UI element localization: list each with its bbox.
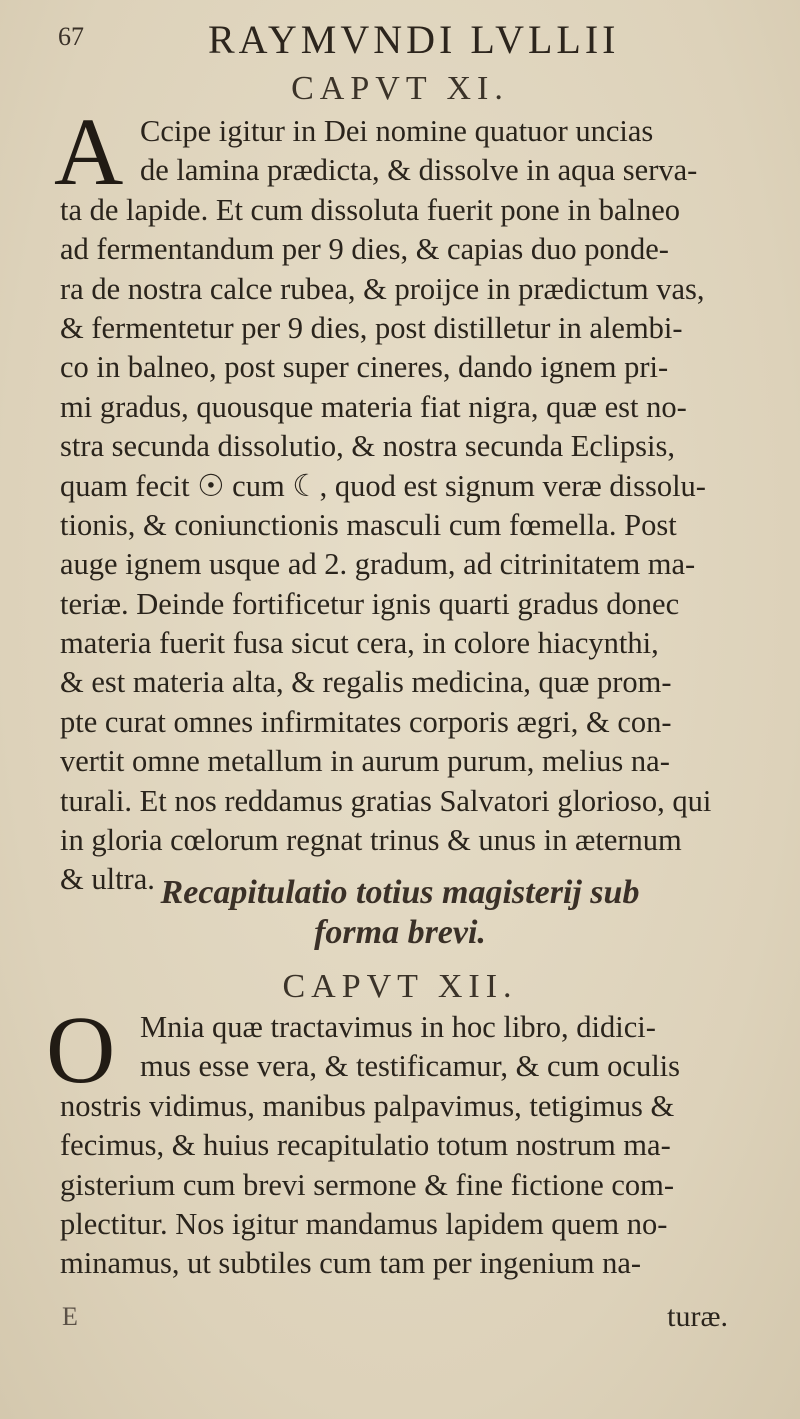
drop-cap-a: A (54, 98, 124, 205)
text-line: stra secunda dissolutio, & nostra secunda Eclipsis, (60, 429, 675, 464)
text-line: gisterium cum brevi sermone & fine fictione com- (60, 1167, 675, 1202)
text-line: ad fermentandum per 9 dies, & capias duo ponde- (60, 232, 669, 267)
text-line: ra de nostra calce rubea, & proijce in prædictum vas, (60, 271, 705, 306)
text-line: pte curat omnes infirmitates corporis ægri, & con- (60, 704, 672, 739)
text-line: Mnia quæ tractavimus in hoc libro, didici- (140, 1010, 656, 1044)
signature-mark: E (62, 1302, 84, 1331)
recap-heading-line1: Recapitulatio totius magisterij sub (160, 874, 640, 911)
text-line: de lamina prædicta, & dissolve in aqua serva- (140, 153, 698, 188)
page-number: 67 (58, 22, 84, 51)
text-line: nostris vidimus, manibus palpavimus, tetigimus & (60, 1088, 675, 1123)
drop-cap-o: O (46, 996, 116, 1103)
text-line: ta de lapide. Et cum dissoluta fuerit pone in balneo (60, 192, 680, 227)
text-line: in gloria cœlorum regnat trinus & unus in æternum (60, 823, 682, 858)
chapter-title-xi: CAPVT XI. (291, 70, 509, 107)
text-line: vertit omne metallum in aurum purum, melius na- (60, 744, 670, 779)
running-title: RAYMVNDI LVLLII (208, 17, 620, 62)
text-line: tionis, & coniunctionis masculi cum fœmella. Post (60, 507, 677, 542)
text-line: mi gradus, quousque materia fiat nigra, quæ est no- (60, 389, 687, 424)
text-line: & est materia alta, & regalis medicina, quæ prom- (60, 665, 672, 700)
chapter-title-xii: CAPVT XII. (282, 968, 518, 1005)
running-head (58, 16, 760, 60)
text-line: Ccipe igitur in Dei nomine quatuor uncias (140, 114, 654, 148)
text-line: teriæ. Deinde fortificetur ignis quarti gradus donec (60, 586, 680, 621)
text-line: plectitur. Nos igitur mandamus lapidem quem no- (60, 1206, 668, 1241)
text-line: & ultra. (60, 862, 155, 897)
text-line: co in balneo, post super cineres, dando ignem pri- (60, 350, 669, 385)
recap-heading-line2: forma brevi. (314, 914, 486, 951)
catchword: turæ. (667, 1300, 728, 1333)
text-line: minamus, ut subtiles cum tam per ingenium na- (60, 1246, 642, 1281)
text-line: & fermentetur per 9 dies, post distilletur in alembi- (60, 310, 683, 345)
chapter-xii-text (46, 996, 790, 1284)
text-line: materia fuerit fusa sicut cera, in colore hiacynthi, (60, 626, 659, 661)
text-line: turali. Et nos reddamus gratias Salvatori glorioso, qui (60, 783, 712, 818)
text-line: mus esse vera, & testificamur, & cum oculis (140, 1049, 681, 1084)
text-line: auge ignem usque ad 2. gradum, ad citrinitatem ma- (60, 547, 696, 582)
chapter-xi-text (54, 98, 790, 900)
text-line: quam fecit ☉ cum ☾, quod est signum veræ dissolu- (60, 468, 706, 503)
text-line: fecimus, & huius recapitulatio totum nostrum ma- (60, 1128, 671, 1163)
